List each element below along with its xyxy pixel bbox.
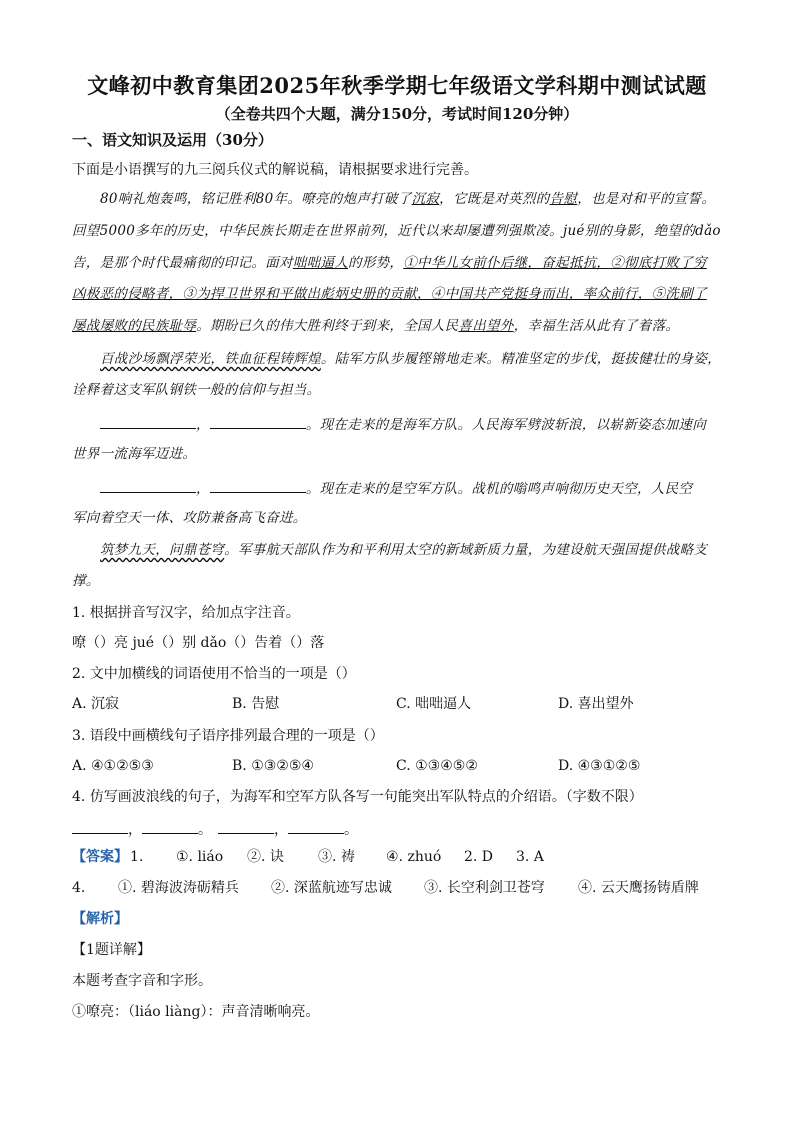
question-2-option-b[interactable]: B. 告慰 [232, 696, 280, 712]
question-3-option-b[interactable]: B. ①③②⑤④ [232, 758, 314, 774]
question-3-option-c[interactable]: C. ①③④⑤② [396, 758, 478, 774]
underlined-word-xichu: 喜出望外 [458, 318, 514, 334]
question-3-stem: 3. 语段中画横线句子语序排列最合理的一项是（） [72, 728, 384, 744]
answer-blank-2[interactable] [142, 819, 198, 834]
blank-airforce-1[interactable] [100, 478, 196, 493]
exam-subtitle: （全卷共四个大题，满分150分，考试时间120分钟） [215, 105, 579, 123]
wavy-sentence-space: 筑梦九天，问鼎苍穹 [100, 542, 225, 558]
underlined-sentence-part1: ①中华儿女前仆后继，奋起抵抗，②彻底打败了穷 [403, 255, 707, 271]
answer-blank-4[interactable] [288, 819, 344, 834]
section-heading: 一、语文知识及运用（30分） [72, 131, 273, 149]
passage-p1-line4: 凶极恶的侵略者，③为捍卫世界和平做出彪炳史册的贡献，④中国共产党挺身而出，率众前行，⑤洗刷了 [72, 286, 707, 302]
answer-row1-item6: 2. D [464, 849, 494, 865]
question-3-option-a[interactable]: A. ④①②⑤③ [72, 758, 154, 774]
passage-p1-line2: 回望5000多年的历史，中华民族长期走在世界前列，近代以来却屡遭列强欺凌。jué别的身影，绝望的dǎo [72, 223, 721, 239]
answer-row1-item2: ①. liáo [176, 849, 224, 865]
analysis-q1-intro: 本题考查字音和字形。 [72, 973, 212, 989]
question-4-blanks: ， 。 ， 。 [72, 819, 358, 839]
blank-navy-1[interactable] [100, 414, 196, 429]
question-2-option-d[interactable]: D. 喜出望外 [558, 696, 634, 712]
question-1-line: 嘹（）亮 jué（）别 dǎo（）告着（）落 [72, 635, 325, 651]
underlined-word-duoduo: 咄咄逼人 [292, 255, 349, 271]
answer-label: 【答案】 [72, 849, 128, 865]
question-1-stem: 1. 根据拼音写汉字，给加点字注音。 [72, 605, 300, 621]
answer-row2-item3: ②. 深蓝航迹写忠诚 [271, 880, 392, 896]
question-3-option-d[interactable]: D. ④③①②⑤ [558, 758, 641, 774]
underlined-word-chenji: 沉寂 [411, 191, 440, 207]
passage-p1-line3: 告，是那个时代最痛彻的印记。面对咄咄逼人的形势，①中华儿女前仆后继，奋起抵抗，②彻底打败了穷 [72, 255, 707, 271]
passage-p4-line2: 军向着空天一体、攻防兼备高飞奋进。 [72, 510, 307, 526]
passage-p2-line1: 百战沙场飘浮荣光，铁血征程铸辉煌。陆军方队步履铿锵地走来。精准坚定的步伐，挺拔健壮的身姿， [100, 351, 722, 367]
answer-blank-1[interactable] [72, 819, 128, 834]
question-2-option-a[interactable]: A. 沉寂 [72, 696, 120, 712]
passage-p3-line2: 世界一流海军迈进。 [72, 446, 197, 462]
answer-row2-item2: ①. 碧海波涛砺精兵 [118, 880, 239, 896]
question-2-stem: 2. 文中加横线的词语使用不恰当的一项是（） [72, 666, 356, 682]
exam-title: 文峰初中教育集团2025年秋季学期七年级语文学科期中测试试题 [87, 73, 707, 98]
answer-row2-item5: ④. 云天鹰扬铸盾牌 [578, 880, 699, 896]
passage-p1-line1: 80响礼炮轰鸣，铭记胜利80年。嘹亮的炮声打破了沉寂，它既是对英烈的告慰，也是对和平的宣誓。 [100, 191, 716, 207]
answer-row1-item3: ②. 诀 [247, 849, 284, 865]
answer-blank-3[interactable] [218, 819, 274, 834]
question-2-option-c[interactable]: C. 咄咄逼人 [396, 696, 472, 712]
answer-row1-item5: ④. zhuó [386, 849, 442, 865]
answer-row1-item7: 3. A [516, 849, 544, 865]
passage-p3-line1: ， 。现在走来的是海军方队。人民海军劈波斩浪，以崭新姿态加速向 [100, 414, 706, 434]
passage-p5-line2: 撑。 [72, 573, 100, 589]
passage-p1-line5: 屡战屡败的民族耻辱。期盼已久的伟大胜利终于到来，全国人民喜出望外，幸福生活从此有了着落。 [72, 318, 680, 334]
answer-row1-item4: ③. 祷 [318, 849, 355, 865]
analysis-label: 【解析】 [72, 911, 128, 927]
analysis-q1-item1: ①嘹亮：（liáo liàng）：声音清晰响亮。 [72, 1004, 320, 1020]
passage-p4-line1: ， 。现在走来的是空军方队。战机的嗡鸣声响彻历史天空，人民空 [100, 478, 692, 498]
answer-row2-item4: ③. 长空利剑卫苍穹 [424, 880, 545, 896]
passage-p5-line1: 筑梦九天，问鼎苍穹。军事航天部队作为和平利用太空的新域新质力量，为建设航天强国提供战略支 [100, 542, 708, 558]
wavy-sentence-army: 百战沙场飘浮荣光，铁血征程铸辉煌 [100, 351, 321, 367]
blank-airforce-2[interactable] [210, 478, 306, 493]
blank-navy-2[interactable] [210, 414, 306, 429]
section-intro: 下面是小语撰写的九三阅兵仪式的解说稿，请根据要求进行完善。 [72, 162, 478, 178]
analysis-q1-heading: 【1题详解】 [72, 942, 151, 958]
answer-row1-item1: 1. [130, 849, 144, 865]
answer-row2-item1: 4. [72, 880, 86, 896]
underlined-word-gaowei: 告慰 [549, 191, 578, 207]
passage-p2-line2: 诠释着这支军队钢铁一般的信仰与担当。 [72, 382, 321, 398]
question-4-stem: 4. 仿写画波浪线的句子，为海军和空军方队各写一句能突出军队特点的介绍语。（字数不限） [72, 789, 643, 805]
